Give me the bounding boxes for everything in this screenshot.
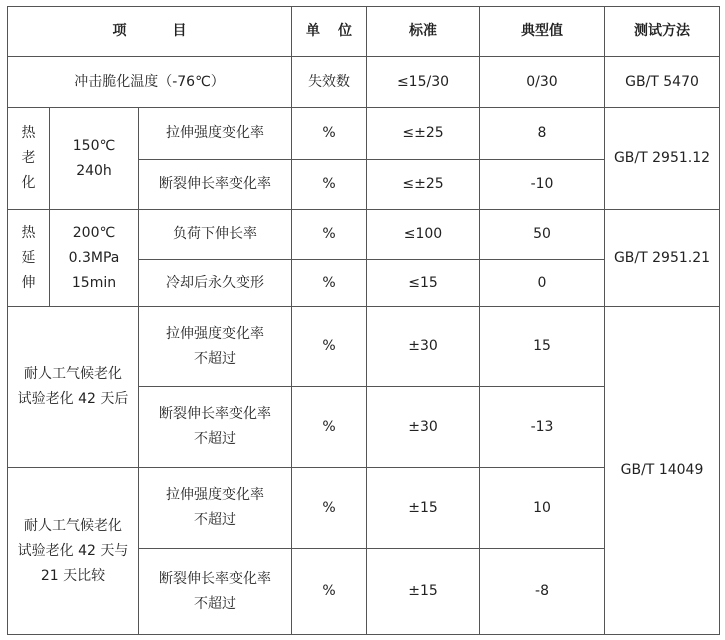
heat-ext-group-char: 伸 [21,274,36,291]
heat-aging-standard: ≤±25 [367,160,480,210]
heat-ext-item: 冷却后永久变形 [139,260,292,307]
weather42-21-unit: % [292,468,367,549]
weather42-21-item [139,468,292,549]
weather42-standard: ±30 [367,387,480,468]
weather42-typical: -13 [480,387,605,468]
header-item-a: 项 [112,23,127,39]
heat-aging-standard: ≤±25 [367,108,480,160]
weather42-21-item [139,549,292,635]
weather42-21-item-line: 不超过 [194,512,236,528]
weather42-21-label [8,468,139,635]
weather42-21-typical: 10 [480,468,605,549]
heat-aging-group [8,108,50,210]
heat-ext-unit: % [292,260,367,307]
table-row [8,108,720,160]
weather42-item [139,307,292,387]
weather42-21-item-line: 拉伸强度变化率 [166,487,264,503]
table-row [8,307,720,387]
brittle-unit: 失效数 [292,57,367,108]
weather42-21-typical: -8 [480,549,605,635]
weather42-21-item-line: 断裂伸长率变化率 [159,570,271,587]
weather42-item-line: 断裂伸长率变化率 [159,406,271,422]
heat-aging-item: 拉伸强度变化率 [139,108,292,160]
heat-aging-condition [50,108,139,210]
header-row [8,7,720,57]
heat-aging-time: 240h [76,162,112,179]
weather42-item-line: 不超过 [194,350,236,367]
header-unit-a: 单 [306,23,320,39]
weather42-21-standard: ±15 [367,549,480,635]
heat-ext-group-char: 热 [21,224,36,241]
heat-aging-typical: 8 [480,108,605,160]
heat-ext-temp: 200℃ [72,224,116,241]
heat-ext-method: GB/T 2951.21 [605,210,720,307]
heat-aging-unit: % [292,160,367,210]
weather42-21-label-line: 试验老化 42 天与 [17,542,129,559]
heat-aging-item: 断裂伸长率变化率 [139,160,292,210]
weather42-21-standard: ±15 [367,468,480,549]
header-standard: 标准 [367,7,480,57]
weather42-label-line: 试验老化 42 天后 [17,391,129,407]
heat-ext-group-char: 延 [21,249,36,266]
heat-aging-group-char: 老 [21,150,36,166]
heat-aging-unit: % [292,108,367,160]
weather42-unit: % [292,307,367,387]
weather42-21-label-line: 21 天比较 [40,567,106,584]
heat-ext-group [8,210,50,307]
weather42-unit: % [292,387,367,468]
weather42-typical: 15 [480,307,605,387]
table-row [8,57,720,108]
weather42-item-line: 拉伸强度变化率 [166,325,264,342]
heat-ext-standard: ≤15 [367,260,480,307]
weather42-21-unit: % [292,549,367,635]
weather42-item [139,387,292,468]
table-row [8,210,720,260]
weather42-standard: ±30 [367,307,480,387]
brittle-label: 冲击脆化温度（-76℃） [8,57,292,108]
header-item [8,7,292,57]
weather42-21-item-line: 不超过 [194,595,236,612]
heat-aging-group-char: 热 [21,125,36,141]
weather42-label [8,307,139,468]
header-typical: 典型值 [480,7,605,57]
weather42-item-line: 不超过 [194,431,236,447]
heat-aging-temp: 150℃ [72,137,116,154]
heat-aging-group-char: 化 [21,175,36,191]
heat-ext-item: 负荷下伸长率 [139,210,292,260]
heat-ext-typical: 0 [480,260,605,307]
heat-ext-load: 0.3MPa [68,249,120,266]
header-method: 测试方法 [605,7,720,57]
heat-ext-condition [50,210,139,307]
heat-ext-time: 15min [71,274,117,291]
heat-ext-unit: % [292,210,367,260]
spec-table [7,6,720,635]
header-unit-b: 位 [338,23,352,39]
weather42-21-label-line: 耐人工气候老化 [24,517,122,534]
brittle-standard: ≤15/30 [367,57,480,108]
weather42-label-line: 耐人工气候老化 [24,366,122,382]
heat-aging-typical: -10 [480,160,605,210]
weather-method: GB/T 14049 [605,307,720,635]
brittle-method: GB/T 5470 [605,57,720,108]
heat-aging-method: GB/T 2951.12 [605,108,720,210]
header-unit [292,7,367,57]
header-item-b: 目 [172,23,187,39]
heat-ext-standard: ≤100 [367,210,480,260]
brittle-typical: 0/30 [480,57,605,108]
heat-ext-typical: 50 [480,210,605,260]
